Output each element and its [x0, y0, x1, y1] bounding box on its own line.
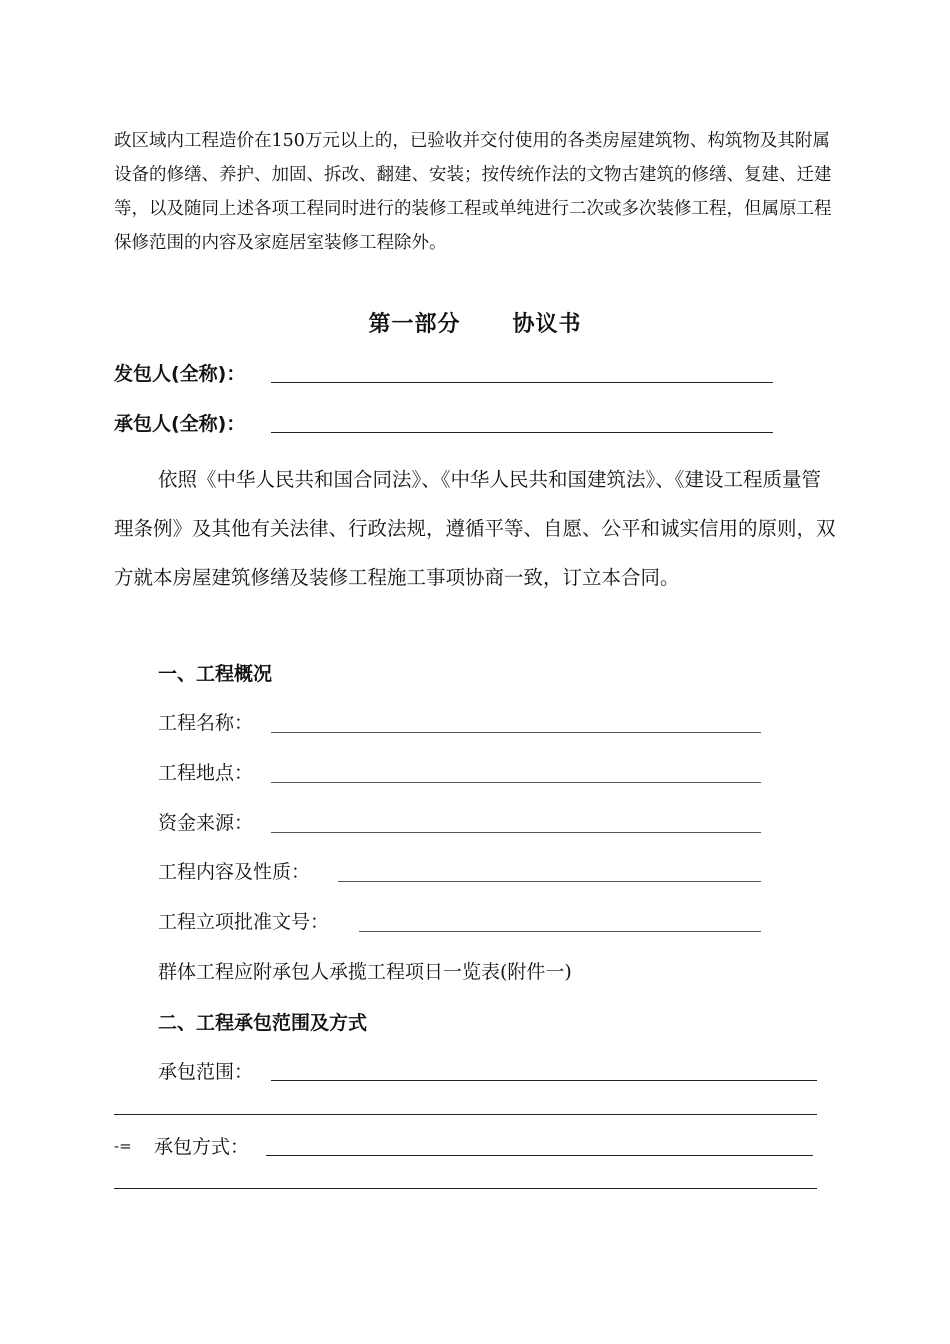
funding-source-line[interactable]: [271, 832, 761, 833]
employer-label: 发包人(全称)：: [114, 363, 246, 385]
scope-line-1[interactable]: [271, 1080, 817, 1081]
contractor-name-line[interactable]: [271, 432, 773, 433]
funding-source-label: 资金来源：: [158, 812, 254, 834]
page-title: [0, 307, 950, 338]
title-name: 协议书: [512, 312, 582, 337]
title-part: 第一部分: [368, 312, 461, 337]
project-content-line[interactable]: [338, 881, 761, 882]
preamble-paragraph: 依照《中华人民共和国合同法》、《中华人民共和国建筑法》、《建设工程质量管理条例》及其他有关法律、行政法规，遵循平等、自愿、公平和诚实信用的原则，双方就本房屋建筑修缮及装修工程施工事项协商一致，订立本合同。: [114, 468, 836, 589]
method-line-1[interactable]: [266, 1155, 813, 1156]
section2-heading: 二、工程承包范围及方式: [158, 1012, 368, 1034]
scope-label: 承包范围：: [158, 1061, 254, 1083]
scope-line-2[interactable]: [114, 1114, 817, 1115]
method-line-2[interactable]: [114, 1188, 817, 1189]
project-content-label: 工程内容及性质：: [158, 861, 311, 883]
intro-paragraph: 政区域内工程造价在150万元以上的，已验收并交付使用的各类房屋建筑物、构筑物及其附属设备的修缮、养护、加固、拆改、翻建、安装；按传统作法的文物古建筑的修缮、复建、迁建等，以及随同上述各项工程同时进行的装修工程或单纯进行二次或多次装修工程，但属原工程保修范围的内容及家庭居室装修工程除外。: [114, 131, 832, 253]
approval-number-line[interactable]: [359, 931, 761, 932]
project-name-label: 工程名称：: [158, 712, 254, 734]
approval-number-label: 工程立项批准文号：: [158, 911, 330, 933]
project-name-line[interactable]: [271, 732, 761, 733]
employer-name-line[interactable]: [271, 382, 773, 383]
method-marker: -=: [114, 1137, 132, 1155]
project-location-label: 工程地点：: [158, 762, 254, 784]
project-location-line[interactable]: [271, 782, 761, 783]
group-project-note: 群体工程应附承包人承揽工程项日一览表(附件一): [158, 961, 572, 983]
contractor-label: 承包人(全称)：: [114, 413, 246, 435]
method-label: 承包方式：: [154, 1136, 250, 1158]
section1-heading: 一、工程概况: [158, 663, 273, 685]
